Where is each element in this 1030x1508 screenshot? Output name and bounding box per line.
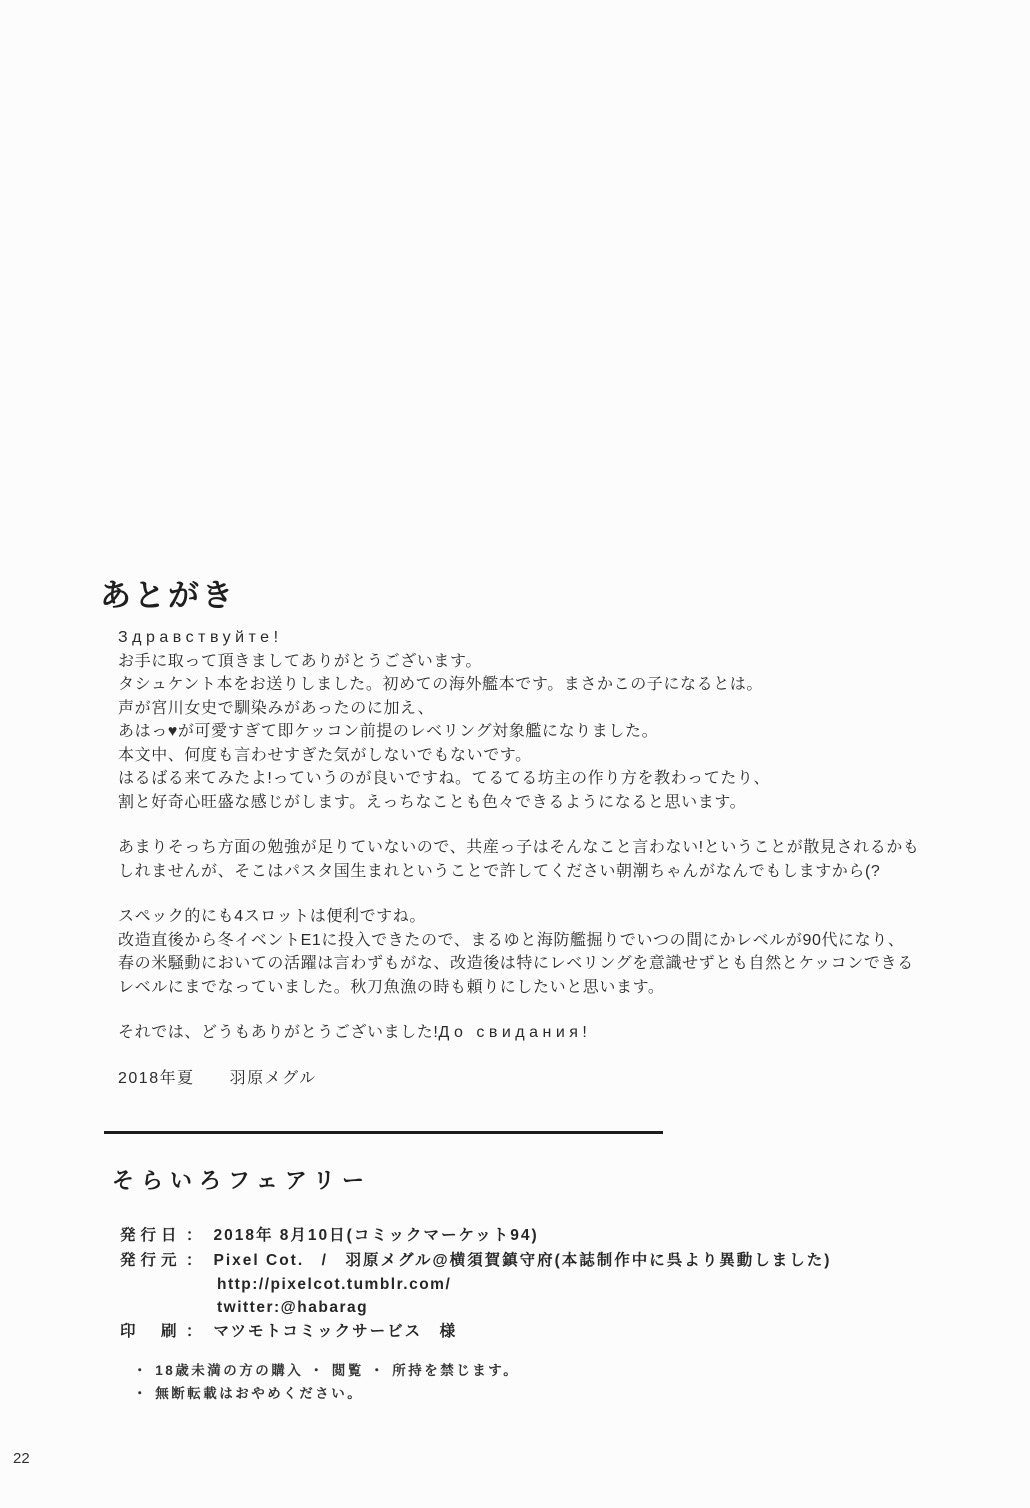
- label-colon: ：: [186, 1252, 204, 1269]
- printer-label: 印 刷: [120, 1323, 182, 1340]
- publish-date-label: 発行日: [120, 1227, 182, 1244]
- afterword-line: 春の米騒動においての活躍は言わずもがな、改造後は特にレベリングを意識せずとも自然とケッコンできる: [118, 955, 914, 972]
- afterword-line: はるばる来てみたよ!っていうのが良いですね。てるてる坊主の作り方を教わってたり、: [118, 770, 771, 787]
- afterword-paragraph-greeting: [118, 626, 948, 814]
- twitter-handle: twitter:@habarag: [217, 1299, 369, 1316]
- closing-line: [118, 1021, 948, 1045]
- closing-japanese: それでは、どうもありがとうございました!: [118, 1024, 439, 1041]
- afterword-line: タシュケント本をお送りしました。初めての海外艦本です。まさかこの子になるとは。: [118, 676, 764, 693]
- afterword-line: レベルにまでなっていました。秋刀魚漁の時も頼りにしたいと思います。: [118, 978, 665, 996]
- closing-russian: До свидания!: [438, 1024, 592, 1041]
- printer-row: [120, 1319, 952, 1344]
- afterword-line: スペック的にも4スロットは便利ですね。: [118, 908, 426, 925]
- afterword-line: お手に取って頂きましてありがとうございます。: [118, 652, 482, 670]
- colophon-rows: [112, 1223, 952, 1344]
- publish-date-value: 2018年 8月10日(コミックマーケット94): [213, 1227, 539, 1244]
- afterword-line: 改造直後から冬イベントE1に投入できたので、まるゆと海防艦掘りでいつの間にかレベルが90代になり、: [118, 931, 905, 949]
- section-divider-line: [104, 1131, 663, 1134]
- page-number: 22: [13, 1450, 30, 1467]
- greeting-russian-line: Здравствуйте!: [118, 629, 283, 646]
- label-colon: ：: [186, 1323, 204, 1340]
- website-url: http://pixelcot.tumblr.com/: [217, 1276, 452, 1293]
- printer-value: マツモトコミックサービス 様: [213, 1323, 458, 1340]
- publisher-label: 発行元: [120, 1252, 182, 1269]
- afterword-line: 本文中、何度も言わせすぎた気がしないでもないです。: [118, 746, 532, 764]
- publish-date-row: [120, 1223, 952, 1248]
- afterword-line: あはっ♥が可愛すぎて即ケッコン前提のレベリング対象艦になりました。: [118, 723, 659, 740]
- afterword-paragraph-apology: [118, 836, 948, 883]
- afterword-line: 割と好奇心旺盛な感じがします。えっちなことも色々できるようになると思います。: [118, 793, 747, 811]
- legal-notes: [112, 1359, 952, 1405]
- no-reproduction-note: ・ 無断転載はおやめください。: [133, 1386, 364, 1401]
- publisher-value: Pixel Cot. / 羽原メグル@横須賀鎮守府(本誌制作中に呉より異動しました): [213, 1252, 832, 1269]
- age-restriction-note: ・ 18歳未満の方の購入 ・ 閲覧 ・ 所持を禁じます。: [133, 1363, 520, 1378]
- colophon: [112, 1164, 952, 1405]
- afterword-line: しれませんが、そこはパスタ国生まれということで許してください朝潮ちゃんがなんでもしますから(?: [118, 862, 881, 880]
- signature-line: 2018年夏 羽原メグル: [118, 1069, 317, 1087]
- afterword-heading: あとがき: [100, 578, 236, 613]
- publisher-row: [120, 1248, 952, 1273]
- label-colon: ：: [186, 1227, 204, 1244]
- afterword-paragraph-specs: [118, 905, 948, 999]
- afterword-line: 声が宮川女史で馴染みがあったのに加え、: [118, 699, 435, 717]
- afterword-line: あまりそっち方面の勉強が足りていないので、共産っ子はそんなこと言わない!ということが散見されるかも: [118, 839, 920, 856]
- afterword-body: [118, 626, 948, 1090]
- booklet-title: そらいろフェアリー: [112, 1168, 372, 1193]
